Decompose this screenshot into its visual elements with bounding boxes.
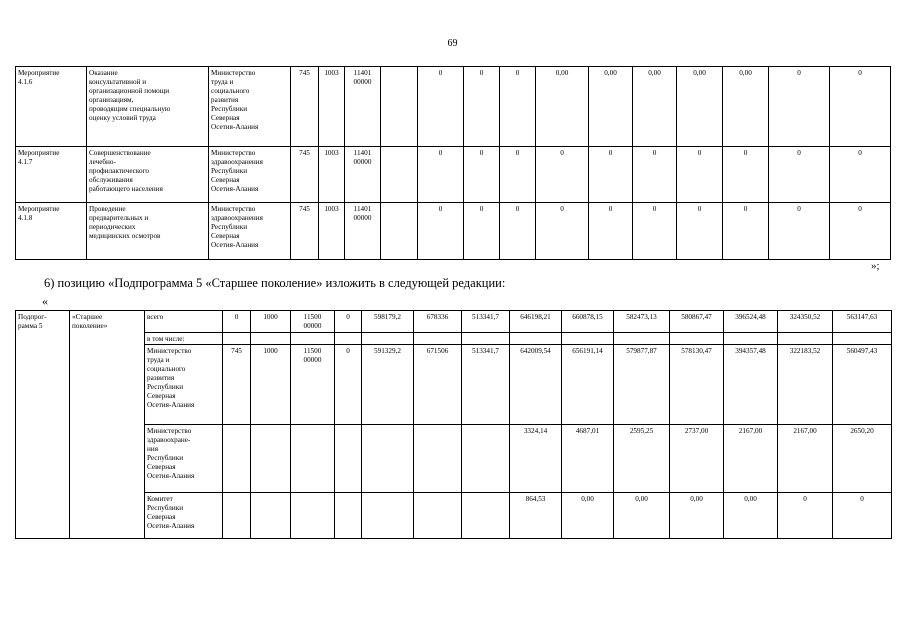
grbs-code: 745 (223, 345, 251, 425)
value-cell: 3324,14 (510, 425, 562, 493)
grbs-code: 745 (291, 67, 319, 147)
value-cell: 2595,25 (614, 425, 670, 493)
csr-code: 11500 00000 (291, 345, 335, 425)
measure-name: Мероприятие 4.1.8 (16, 203, 87, 260)
measure-description: Оказание консультативной и организационной помощи организациям, проводящим специальную оценку условий труда (87, 67, 209, 147)
value-cell (510, 333, 562, 345)
value-cell: 591329,2 (362, 345, 414, 425)
value-cell: 0 (830, 203, 891, 260)
value-cell (462, 493, 510, 539)
rzpr-code (251, 425, 291, 493)
value-cell: 0 (830, 147, 891, 203)
value-cell: 0 (500, 203, 536, 260)
value-cell: 578130,47 (670, 345, 724, 425)
value-cell: 2737,00 (670, 425, 724, 493)
grbs-code (223, 425, 251, 493)
value-cell: 0 (464, 203, 500, 260)
grbs-code (223, 493, 251, 539)
row-label: Министерство здравоохране- ния Республики Северная Осетия-Алания (145, 425, 223, 493)
value-cell: 0 (778, 493, 833, 539)
value-cell (362, 425, 414, 493)
rzpr-code: 1000 (251, 311, 291, 333)
table-row (16, 147, 891, 203)
value-cell: 396524,48 (724, 311, 778, 333)
value-cell: 0 (589, 203, 633, 260)
csr-code: 11401 00000 (345, 203, 381, 260)
value-cell: 0,00 (633, 67, 677, 147)
value-cell: 660878,15 (562, 311, 614, 333)
vr-code (335, 333, 362, 345)
value-cell: 579877,87 (614, 345, 670, 425)
csr-code (291, 425, 335, 493)
table-row (16, 333, 892, 345)
grbs-code: 745 (291, 147, 319, 203)
grbs-code: 745 (291, 203, 319, 260)
value-cell: 580867,47 (670, 311, 724, 333)
value-cell: 0 (464, 147, 500, 203)
value-cell (778, 333, 833, 345)
csr-code (291, 333, 335, 345)
value-cell: 513341,7 (462, 345, 510, 425)
measure-name: Мероприятие 4.1.7 (16, 147, 87, 203)
value-cell: 0 (500, 67, 536, 147)
value-cell: 598179,2 (362, 311, 414, 333)
value-cell: 0 (833, 493, 892, 539)
value-cell (462, 425, 510, 493)
value-cell (362, 333, 414, 345)
value-cell: 0 (830, 67, 891, 147)
rzpr-code: 1003 (319, 203, 345, 260)
closing-mark: »; (871, 260, 880, 272)
vr-code (381, 147, 418, 203)
value-cell: 0 (769, 67, 830, 147)
value-cell: 671506 (414, 345, 462, 425)
value-cell: 324350,52 (778, 311, 833, 333)
value-cell: 394357,48 (724, 345, 778, 425)
vr-code (381, 203, 418, 260)
value-cell (670, 333, 724, 345)
value-cell (562, 333, 614, 345)
amendment-instruction: 6) позицию «Подпрограмма 5 «Старшее поколение» изложить в следующей редакции: (44, 276, 506, 290)
vr-code (335, 493, 362, 539)
value-cell: 0 (536, 203, 589, 260)
value-cell: 0 (418, 147, 464, 203)
row-label: всего (145, 311, 223, 333)
csr-code: 11500 00000 (291, 311, 335, 333)
value-cell: 0,00 (562, 493, 614, 539)
value-cell: 0 (769, 147, 830, 203)
row-label: Комитет Республики Северная Осетия-Алания (145, 493, 223, 539)
measure-description: Проведение предварительных и периодических медицинских осмотров (87, 203, 209, 260)
value-cell: 0 (723, 147, 769, 203)
value-cell: 2650,20 (833, 425, 892, 493)
value-cell: 0 (769, 203, 830, 260)
value-cell: 0 (723, 203, 769, 260)
value-cell (414, 493, 462, 539)
grbs-code (223, 333, 251, 345)
value-cell: 0 (536, 147, 589, 203)
table-row (16, 425, 892, 493)
value-cell: 0,00 (677, 67, 723, 147)
value-cell (414, 333, 462, 345)
value-cell: 0 (418, 203, 464, 260)
top-table (15, 66, 891, 260)
value-cell: 513341,7 (462, 311, 510, 333)
rzpr-code: 1003 (319, 67, 345, 147)
value-cell (833, 333, 892, 345)
value-cell: 0 (633, 203, 677, 260)
value-cell: 0,00 (614, 493, 670, 539)
table-row (16, 311, 892, 333)
csr-code (291, 493, 335, 539)
value-cell: 0,00 (724, 493, 778, 539)
value-cell: 0,00 (723, 67, 769, 147)
opening-quote: « (42, 294, 48, 308)
value-cell: 0 (633, 147, 677, 203)
rzpr-code (251, 333, 291, 345)
vr-code: 0 (335, 311, 362, 333)
subprogram-title: «Старшее поколение» (70, 311, 145, 539)
page-number: 69 (447, 38, 458, 49)
row-label: в том числе: (145, 333, 223, 345)
value-cell: 0 (418, 67, 464, 147)
measure-executor: Министерство здравоохранения Республики Северная Осетия-Алания (209, 147, 291, 203)
value-cell: 0 (464, 67, 500, 147)
value-cell: 0 (677, 203, 723, 260)
vr-code (335, 425, 362, 493)
value-cell (462, 333, 510, 345)
value-cell: 2167,00 (724, 425, 778, 493)
measure-executor: Министерство здравоохранения Республики Северная Осетия-Алания (209, 203, 291, 260)
bottom-table (15, 310, 892, 539)
value-cell: 0 (589, 147, 633, 203)
csr-code: 11401 00000 (345, 147, 381, 203)
vr-code: 0 (335, 345, 362, 425)
measure-executor: Министерство труда и социального развития Республики Северная Осетия-Алания (209, 67, 291, 147)
value-cell: 656191,14 (562, 345, 614, 425)
value-cell: 0 (500, 147, 536, 203)
vr-code (381, 67, 418, 147)
value-cell: 0,00 (536, 67, 589, 147)
csr-code: 11401 00000 (345, 67, 381, 147)
row-label: Министерство труда и социального развития Республики Северная Осетия-Алания (145, 345, 223, 425)
table-row (16, 203, 891, 260)
value-cell: 642009,54 (510, 345, 562, 425)
value-cell (414, 425, 462, 493)
value-cell: 678336 (414, 311, 462, 333)
table-row (16, 493, 892, 539)
value-cell: 582473,13 (614, 311, 670, 333)
value-cell (724, 333, 778, 345)
value-cell: 646198,21 (510, 311, 562, 333)
grbs-code: 0 (223, 311, 251, 333)
measure-description: Совершенствование лечебно- профилактического обслуживания работающего населения (87, 147, 209, 203)
value-cell: 322183,52 (778, 345, 833, 425)
subprogram-name: Подпрог- рамма 5 (16, 311, 70, 539)
value-cell: 560497,43 (833, 345, 892, 425)
value-cell: 2167,00 (778, 425, 833, 493)
value-cell: 4687,01 (562, 425, 614, 493)
rzpr-code: 1000 (251, 345, 291, 425)
value-cell: 864,53 (510, 493, 562, 539)
rzpr-code (251, 493, 291, 539)
value-cell: 563147,63 (833, 311, 892, 333)
value-cell: 0,00 (589, 67, 633, 147)
value-cell (362, 493, 414, 539)
table-row (16, 345, 892, 425)
rzpr-code: 1003 (319, 147, 345, 203)
measure-name: Мероприятие 4.1.6 (16, 67, 87, 147)
value-cell: 0 (677, 147, 723, 203)
value-cell: 0,00 (670, 493, 724, 539)
table-row (16, 67, 891, 147)
value-cell (614, 333, 670, 345)
